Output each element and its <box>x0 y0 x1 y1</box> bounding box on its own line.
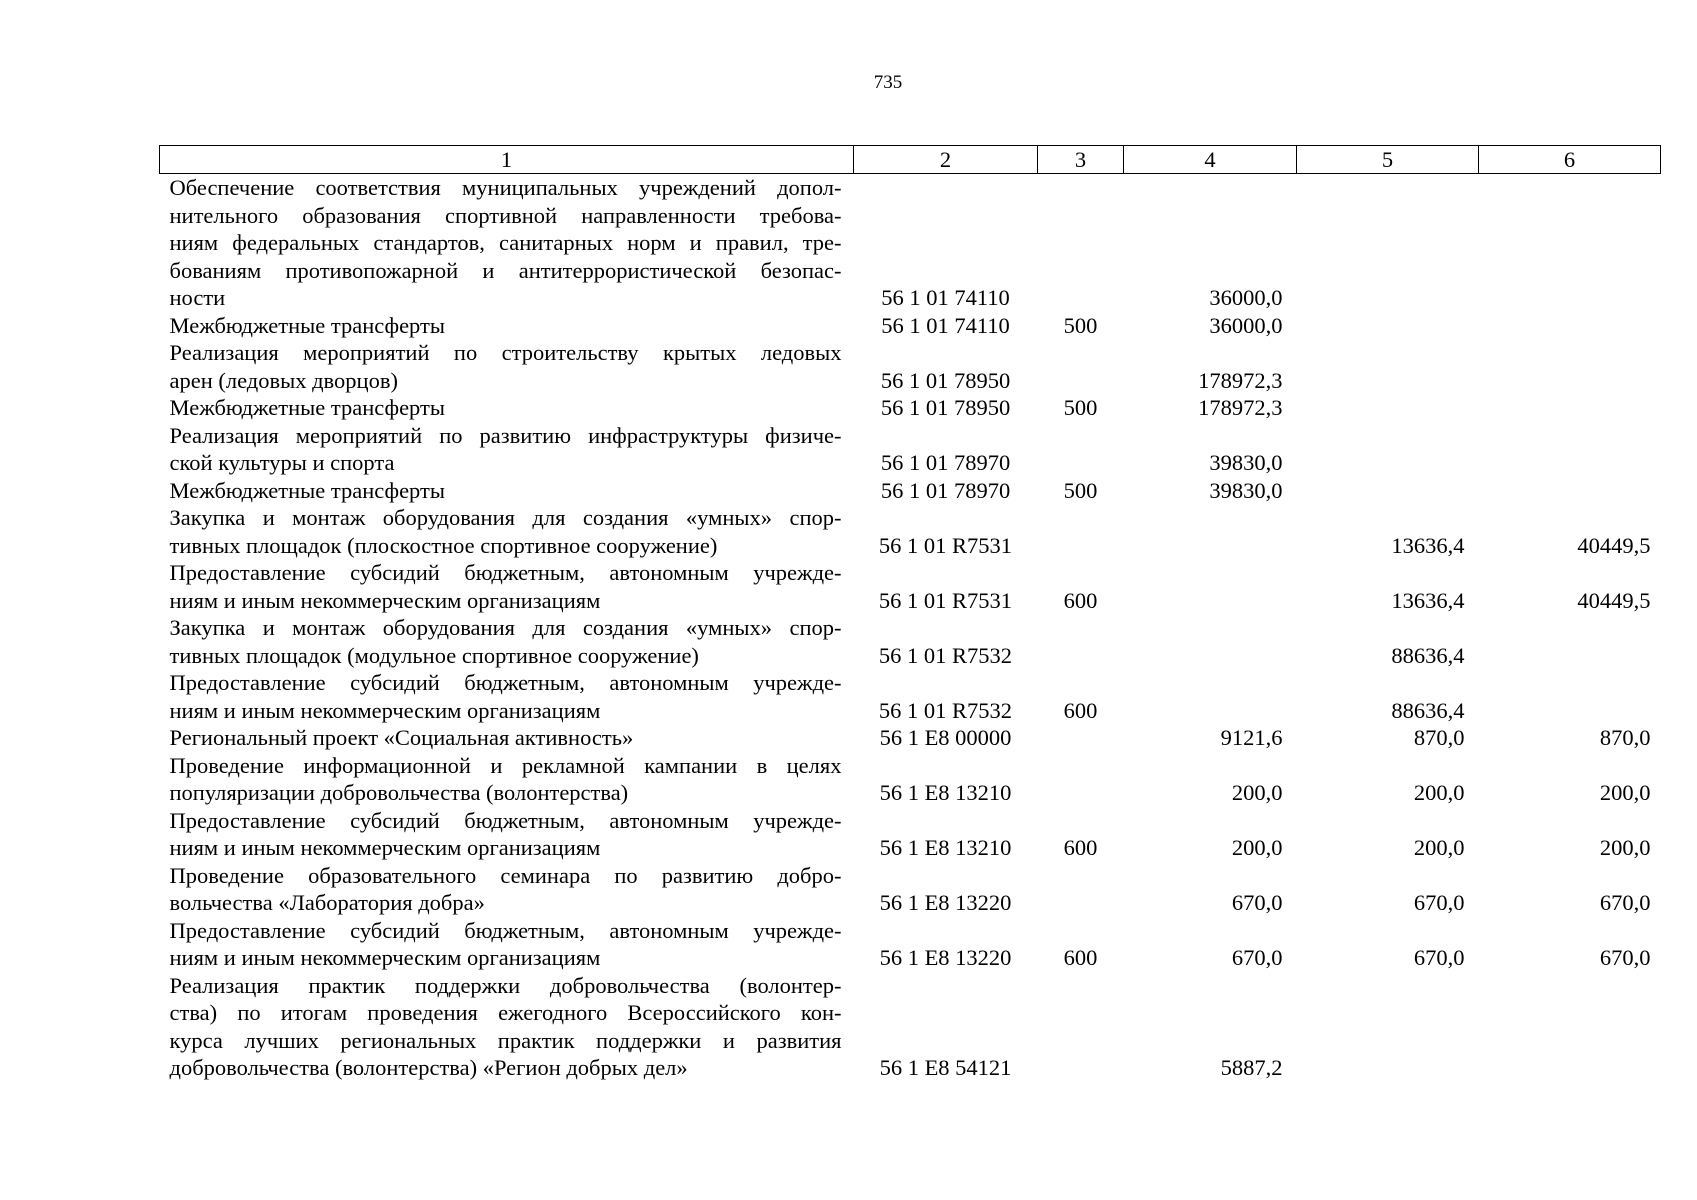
row-value-col-6 <box>1479 614 1661 669</box>
description-line: Региональный проект «Социальная активность» <box>169 725 634 750</box>
row-expense-type <box>1038 614 1124 669</box>
row-value-col-5 <box>1297 477 1479 505</box>
budget-table-container <box>159 145 1660 1082</box>
row-description <box>160 312 854 340</box>
description-line: Межбюджетные трансферты <box>169 312 445 338</box>
row-value-col-5: 200,0 <box>1413 835 1465 860</box>
row-value-col-4: 200,0 <box>1231 780 1283 805</box>
page-number: 735 <box>873 72 903 93</box>
description-line: курса лучших региональных практик поддержки и развития <box>169 1027 842 1053</box>
row-expense-type <box>1038 174 1124 312</box>
row-expense-type: 600 <box>1063 945 1098 970</box>
description-line: Предоставление субсидий бюджетным, автономным учрежде- <box>169 807 842 833</box>
row-expense-type <box>1038 339 1124 394</box>
description-line: Реализация практик поддержки добровольчества (волонтер- <box>169 972 842 998</box>
row-value-col-6 <box>1479 339 1661 394</box>
row-target-code: 56 1 01 78950 <box>880 395 1011 420</box>
row-target-code: 56 1 E8 54121 <box>879 1055 1012 1080</box>
header-col-2: 2 <box>854 146 1038 174</box>
row-expense-type: 500 <box>1063 312 1098 338</box>
description-line: популяризации добровольчества (волонтерства) <box>169 780 629 805</box>
row-value-col-5: 670,0 <box>1413 890 1465 915</box>
row-value-col-6: 870,0 <box>1599 725 1651 750</box>
row-value-col-6 <box>1479 422 1661 477</box>
row-value-col-4: 670,0 <box>1231 945 1283 970</box>
row-value-col-5 <box>1297 972 1479 1082</box>
header-col-3: 3 <box>1038 146 1124 174</box>
row-value-col-6 <box>1479 312 1661 340</box>
table-row <box>160 477 1661 505</box>
row-value-col-4 <box>1124 614 1297 669</box>
description-line: ниям и иным некоммерческим организациям <box>169 587 601 613</box>
description-line: ской культуры и спорта <box>169 450 395 475</box>
description-line: нительного образования спортивной направленности требова- <box>169 202 842 228</box>
table-row <box>160 669 1661 724</box>
row-value-col-5 <box>1297 339 1479 394</box>
row-value-col-4: 39830,0 <box>1209 477 1283 503</box>
description-line: Межбюджетные трансферты <box>169 395 445 420</box>
row-target-code: 56 1 E8 13210 <box>879 835 1012 860</box>
row-description <box>160 477 854 505</box>
row-description <box>160 504 854 559</box>
row-target-code: 56 1 E8 13220 <box>879 890 1012 915</box>
table-row <box>160 614 1661 669</box>
row-value-col-4: 200,0 <box>1231 835 1283 860</box>
table-row <box>160 972 1661 1082</box>
row-value-col-6: 200,0 <box>1599 780 1651 805</box>
table-row <box>160 862 1661 917</box>
row-value-col-5: 88636,4 <box>1391 697 1465 723</box>
description-line: Предоставление субсидий бюджетным, автономным учрежде- <box>169 560 842 585</box>
table-row <box>160 752 1661 807</box>
description-line: Закупка и монтаж оборудования для создания «умных» спор- <box>169 505 842 530</box>
row-value-col-5: 88636,4 <box>1391 642 1465 668</box>
row-description <box>160 972 854 1082</box>
row-target-code: 56 1 01 78970 <box>880 450 1011 475</box>
row-value-col-6 <box>1479 394 1661 422</box>
description-line: тивных площадок (плоскостное спортивное сооружение) <box>169 532 718 558</box>
row-value-col-5 <box>1297 312 1479 340</box>
budget-table <box>159 145 1661 1082</box>
row-description <box>160 917 854 972</box>
row-target-code: 56 1 01 R7531 <box>878 587 1013 613</box>
table-row <box>160 422 1661 477</box>
description-line: тивных площадок (модульное спортивное сооружение) <box>169 642 699 668</box>
row-value-col-4: 36000,0 <box>1209 312 1283 338</box>
row-target-code: 56 1 E8 00000 <box>879 725 1012 750</box>
row-target-code: 56 1 E8 13220 <box>879 945 1012 970</box>
row-target-code: 56 1 01 R7532 <box>878 642 1013 668</box>
row-description <box>160 394 854 422</box>
table-row <box>160 917 1661 972</box>
row-target-code: 56 1 01 74110 <box>881 285 1010 310</box>
table-row <box>160 724 1661 752</box>
row-value-col-4: 36000,0 <box>1209 285 1283 310</box>
header-col-1: 1 <box>160 146 854 174</box>
row-expense-type <box>1038 862 1124 917</box>
row-expense-type <box>1038 422 1124 477</box>
row-target-code: 56 1 E8 13210 <box>879 780 1012 805</box>
table-header <box>160 146 1661 174</box>
row-description <box>160 724 854 752</box>
row-value-col-4: 39830,0 <box>1209 450 1283 475</box>
description-line: ниям и иным некоммерческим организациям <box>169 835 601 860</box>
table-row <box>160 174 1661 312</box>
row-value-col-5 <box>1297 174 1479 312</box>
description-line: ства) по итогам проведения ежегодного Всероссийского кон- <box>169 1000 842 1025</box>
description-line: добровольчества (волонтерства) «Регион добрых дел» <box>169 1055 688 1080</box>
row-value-col-5 <box>1297 422 1479 477</box>
description-line: арен (ледовых дворцов) <box>169 367 398 393</box>
row-expense-type: 500 <box>1063 395 1098 420</box>
table-row <box>160 807 1661 862</box>
row-value-col-4: 178972,3 <box>1198 367 1283 393</box>
row-value-col-6: 40449,5 <box>1577 532 1651 558</box>
row-description <box>160 614 854 669</box>
row-value-col-6 <box>1479 669 1661 724</box>
description-line: ности <box>169 285 226 310</box>
description-line: Проведение информационной и рекламной кампании в целях <box>169 752 842 778</box>
row-value-col-5: 13636,4 <box>1391 587 1465 613</box>
row-target-code: 56 1 01 R7532 <box>878 697 1013 723</box>
row-expense-type: 500 <box>1063 477 1098 503</box>
row-value-col-5: 13636,4 <box>1391 532 1465 558</box>
row-value-col-6: 40449,5 <box>1577 587 1651 613</box>
header-col-4: 4 <box>1124 146 1297 174</box>
description-line: Реализация мероприятий по строительству крытых ледовых <box>169 340 842 365</box>
row-value-col-6 <box>1479 477 1661 505</box>
row-value-col-4 <box>1124 559 1297 614</box>
row-target-code: 56 1 01 78950 <box>880 367 1011 393</box>
row-expense-type: 600 <box>1063 697 1098 723</box>
row-description <box>160 862 854 917</box>
row-description <box>160 559 854 614</box>
row-expense-type <box>1038 752 1124 807</box>
table-row <box>160 339 1661 394</box>
row-target-code: 56 1 01 R7531 <box>878 532 1013 558</box>
description-line: Предоставление субсидий бюджетным, автономным учрежде- <box>169 670 842 695</box>
row-expense-type <box>1038 972 1124 1082</box>
description-line: Обеспечение соответствия муниципальных учреждений допол- <box>169 175 842 200</box>
description-line: вольчества «Лаборатория добра» <box>169 890 485 915</box>
table-row <box>160 312 1661 340</box>
description-line: ниям и иным некоммерческим организациям <box>169 945 601 970</box>
row-value-col-5: 670,0 <box>1413 945 1465 970</box>
header-col-5: 5 <box>1297 146 1479 174</box>
row-value-col-6: 670,0 <box>1599 945 1651 970</box>
row-target-code: 56 1 01 78970 <box>880 477 1011 503</box>
description-line: Проведение образовательного семинара по развитию добро- <box>169 862 842 888</box>
row-value-col-4 <box>1124 669 1297 724</box>
row-expense-type <box>1038 504 1124 559</box>
table-row <box>160 504 1661 559</box>
row-value-col-4: 178972,3 <box>1198 395 1283 420</box>
row-value-col-5 <box>1297 394 1479 422</box>
row-expense-type <box>1038 724 1124 752</box>
row-value-col-4: 9121,6 <box>1220 725 1283 750</box>
row-description <box>160 339 854 394</box>
row-description <box>160 174 854 312</box>
description-line: Закупка и монтаж оборудования для создания «умных» спор- <box>169 615 842 640</box>
row-value-col-6 <box>1479 972 1661 1082</box>
table-body <box>160 174 1661 1082</box>
row-value-col-5: 200,0 <box>1413 780 1465 805</box>
row-description <box>160 807 854 862</box>
row-value-col-4 <box>1124 504 1297 559</box>
row-value-col-6: 200,0 <box>1599 835 1651 860</box>
row-value-col-4: 5887,2 <box>1220 1055 1283 1080</box>
row-value-col-6: 670,0 <box>1599 890 1651 915</box>
description-line: ниям и иным некоммерческим организациям <box>169 697 601 723</box>
row-description <box>160 752 854 807</box>
row-description <box>160 422 854 477</box>
table-row <box>160 559 1661 614</box>
row-description <box>160 669 854 724</box>
header-row <box>160 146 1661 174</box>
description-line: Предоставление субсидий бюджетным, автономным учрежде- <box>169 917 842 943</box>
header-col-6: 6 <box>1479 146 1661 174</box>
row-value-col-6 <box>1479 174 1661 312</box>
description-line: Реализация мероприятий по развитию инфраструктуры физиче- <box>169 422 842 448</box>
row-expense-type: 600 <box>1063 587 1098 613</box>
row-target-code: 56 1 01 74110 <box>881 312 1010 338</box>
row-value-col-4: 670,0 <box>1231 890 1283 915</box>
description-line: Межбюджетные трансферты <box>169 477 445 503</box>
table-row <box>160 394 1661 422</box>
row-expense-type: 600 <box>1063 835 1098 860</box>
row-value-col-5: 870,0 <box>1413 725 1465 750</box>
description-line: бованиям противопожарной и антитеррористической безопас- <box>169 257 842 283</box>
description-line: ниям федеральных стандартов, санитарных норм и правил, тре- <box>169 230 842 255</box>
